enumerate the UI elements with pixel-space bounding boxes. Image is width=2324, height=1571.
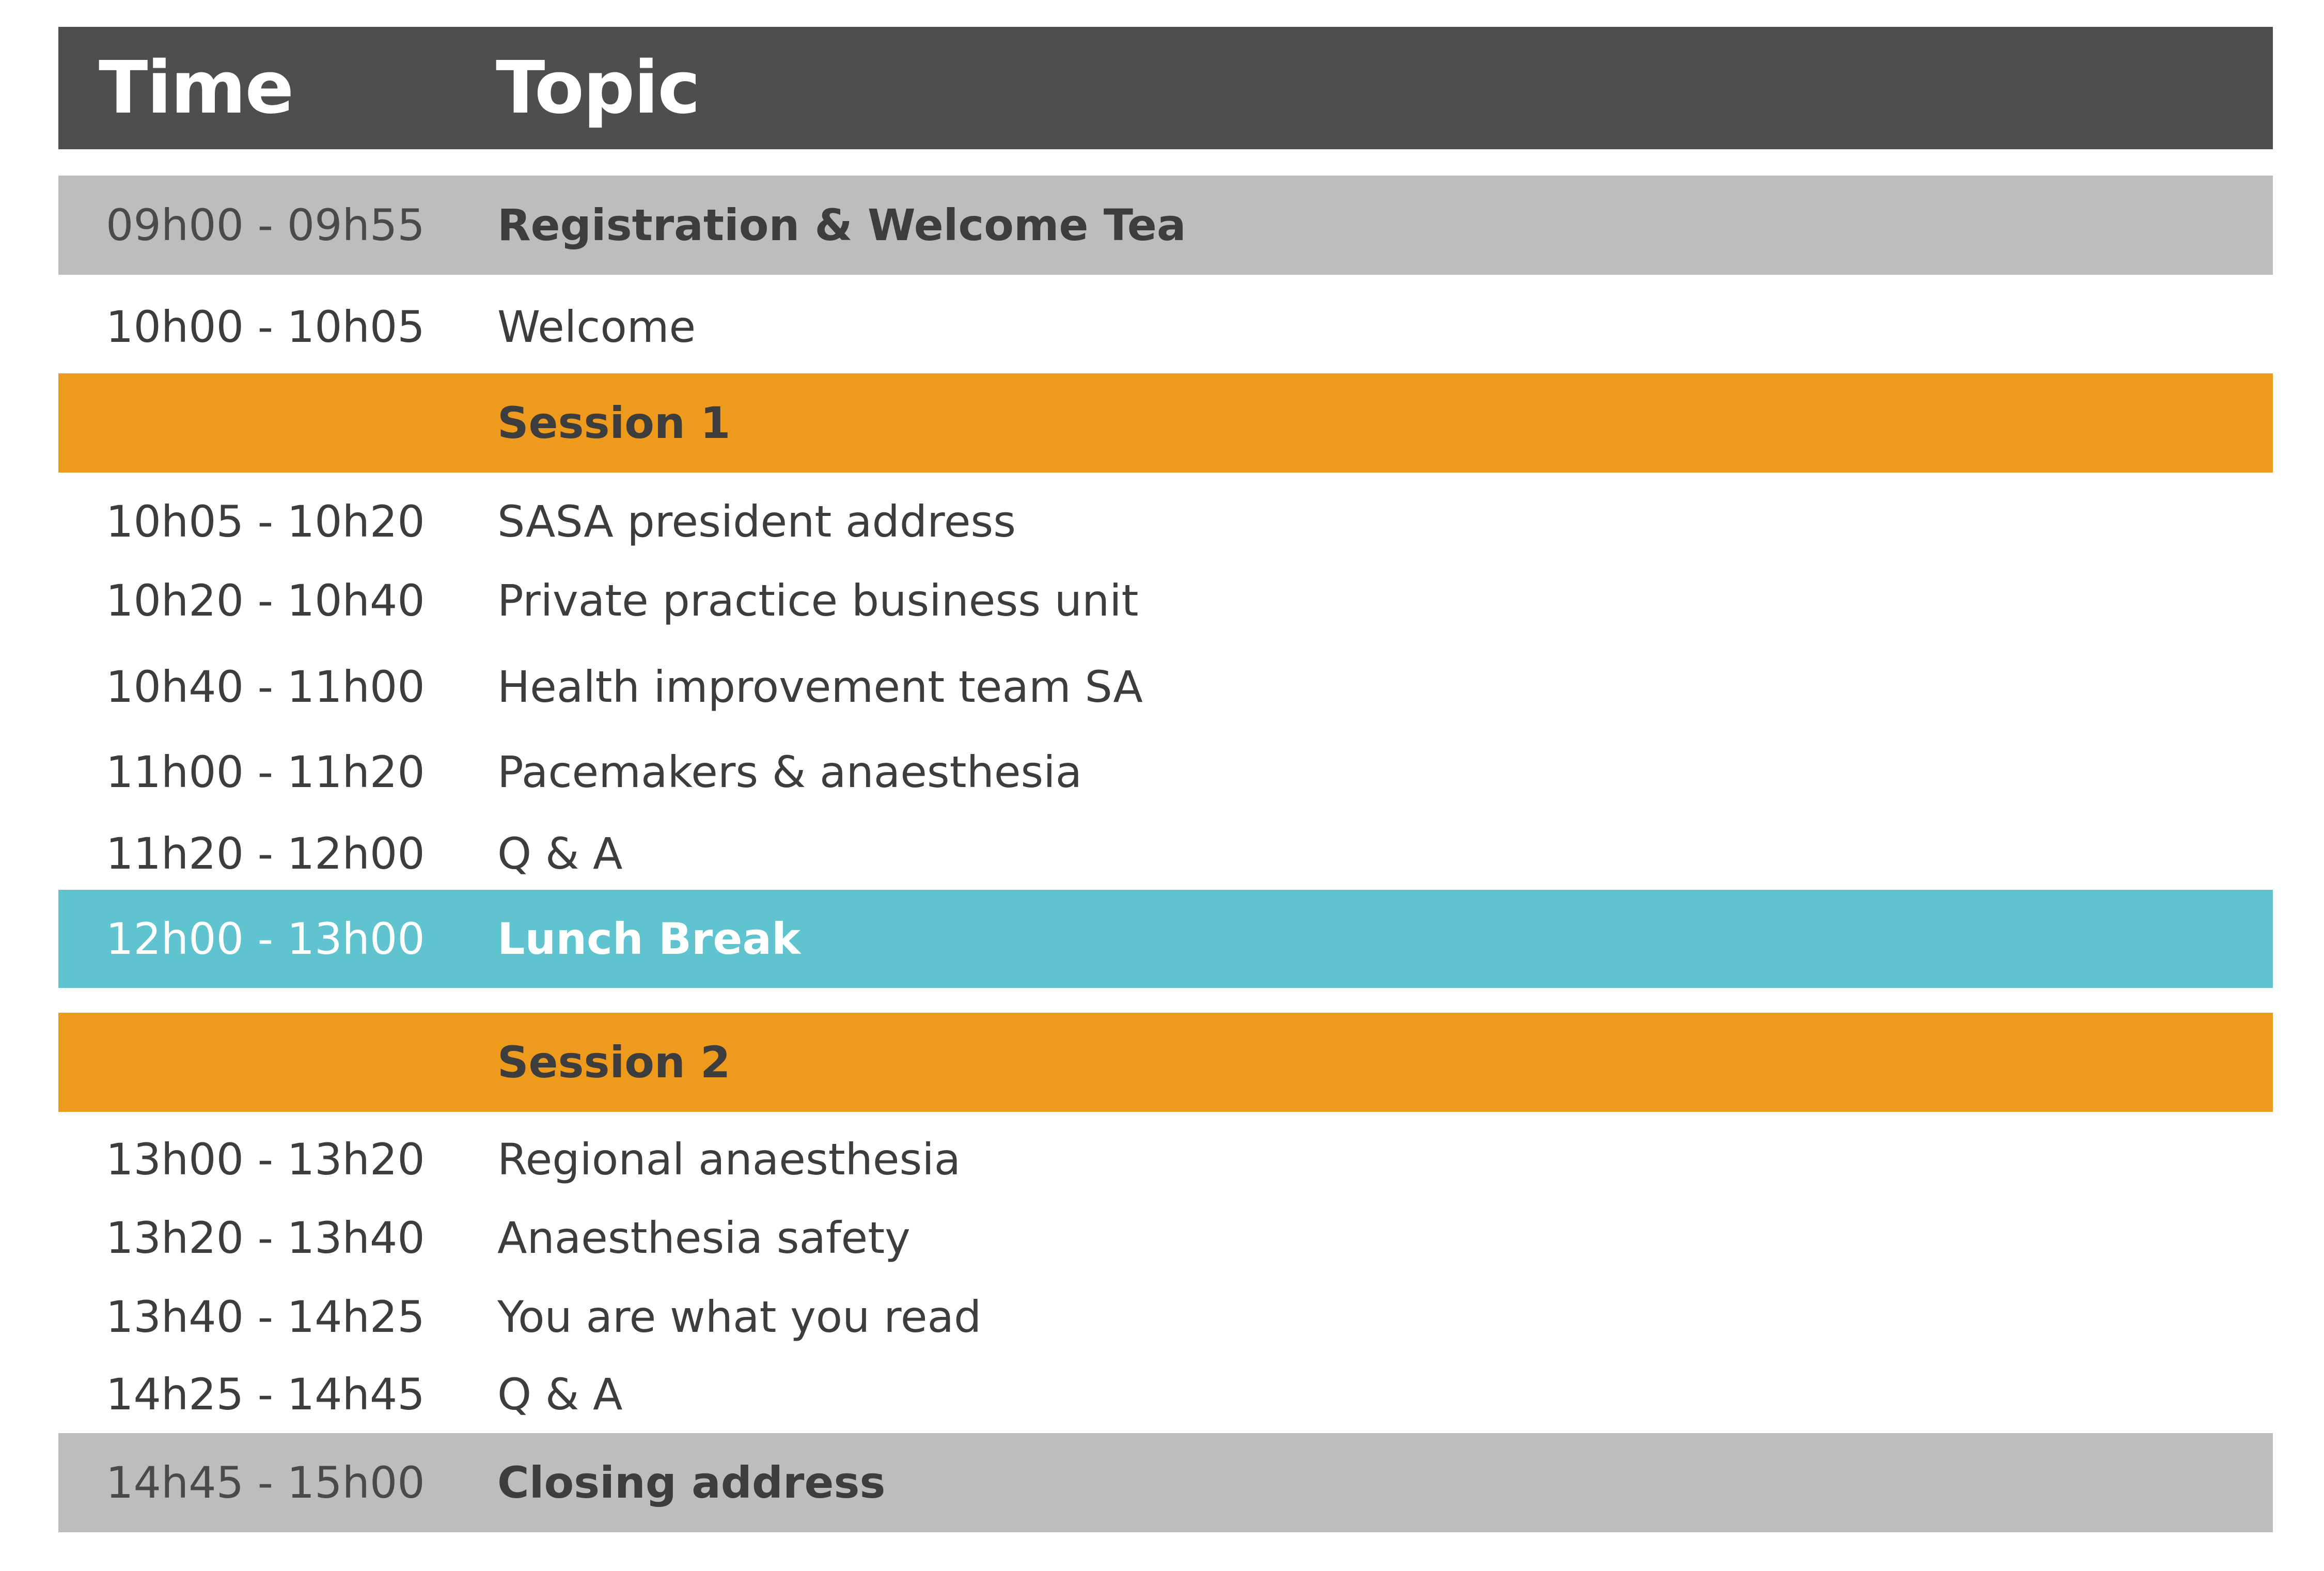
topic-column-header: Topic <box>496 46 700 130</box>
schedule-row <box>58 483 2273 560</box>
row-topic: You are what you read <box>497 1292 982 1342</box>
schedule-row <box>58 1199 2273 1277</box>
schedule-row <box>58 1278 2273 1356</box>
row-time: 10h05 - 10h20 <box>106 496 425 547</box>
row-topic: Welcome <box>497 302 696 352</box>
row-time: 11h00 - 11h20 <box>106 747 425 797</box>
row-topic: Health improvement team SA <box>497 662 1143 712</box>
row-time: 10h20 - 10h40 <box>106 575 425 626</box>
row-topic: Registration & Welcome Tea <box>497 200 1186 250</box>
row-topic: Q & A <box>497 1369 623 1420</box>
row-topic: SASA president address <box>497 496 1016 547</box>
row-time: 12h00 - 13h00 <box>106 914 425 964</box>
session-1-band <box>58 373 2273 473</box>
row-time: 14h45 - 15h00 <box>106 1457 425 1508</box>
schedule-row <box>58 815 2273 892</box>
row-time: 10h40 - 11h00 <box>106 662 425 712</box>
session-title: Session 2 <box>497 1037 731 1088</box>
row-topic: Lunch Break <box>497 914 800 964</box>
row-topic: Anaesthesia safety <box>497 1213 910 1263</box>
row-time: 10h00 - 10h05 <box>106 302 425 352</box>
schedule-row <box>58 648 2273 726</box>
schedule-row <box>58 1121 2273 1198</box>
row-time: 13h00 - 13h20 <box>106 1134 425 1185</box>
row-topic: Regional anaesthesia <box>497 1134 961 1185</box>
time-column-header: Time <box>99 46 293 130</box>
row-time: 13h20 - 13h40 <box>106 1213 425 1263</box>
session-title: Session 1 <box>497 398 731 448</box>
row-topic: Private practice business unit <box>497 575 1139 626</box>
schedule-row-welcome <box>58 286 2273 368</box>
schedule-row <box>58 562 2273 639</box>
row-time: 14h25 - 14h45 <box>106 1369 425 1420</box>
schedule-row <box>58 733 2273 811</box>
schedule-row-closing <box>58 1433 2273 1532</box>
row-time: 11h20 - 12h00 <box>106 828 425 879</box>
schedule-header <box>58 27 2273 149</box>
row-topic: Q & A <box>497 828 623 879</box>
session-2-band <box>58 1013 2273 1112</box>
row-time: 09h00 - 09h55 <box>106 200 425 250</box>
row-topic: Closing address <box>497 1457 886 1508</box>
schedule-row <box>58 1356 2273 1433</box>
row-topic: Pacemakers & anaesthesia <box>497 747 1082 797</box>
lunch-break-band <box>58 890 2273 988</box>
schedule-row-registration <box>58 176 2273 275</box>
row-time: 13h40 - 14h25 <box>106 1292 425 1342</box>
